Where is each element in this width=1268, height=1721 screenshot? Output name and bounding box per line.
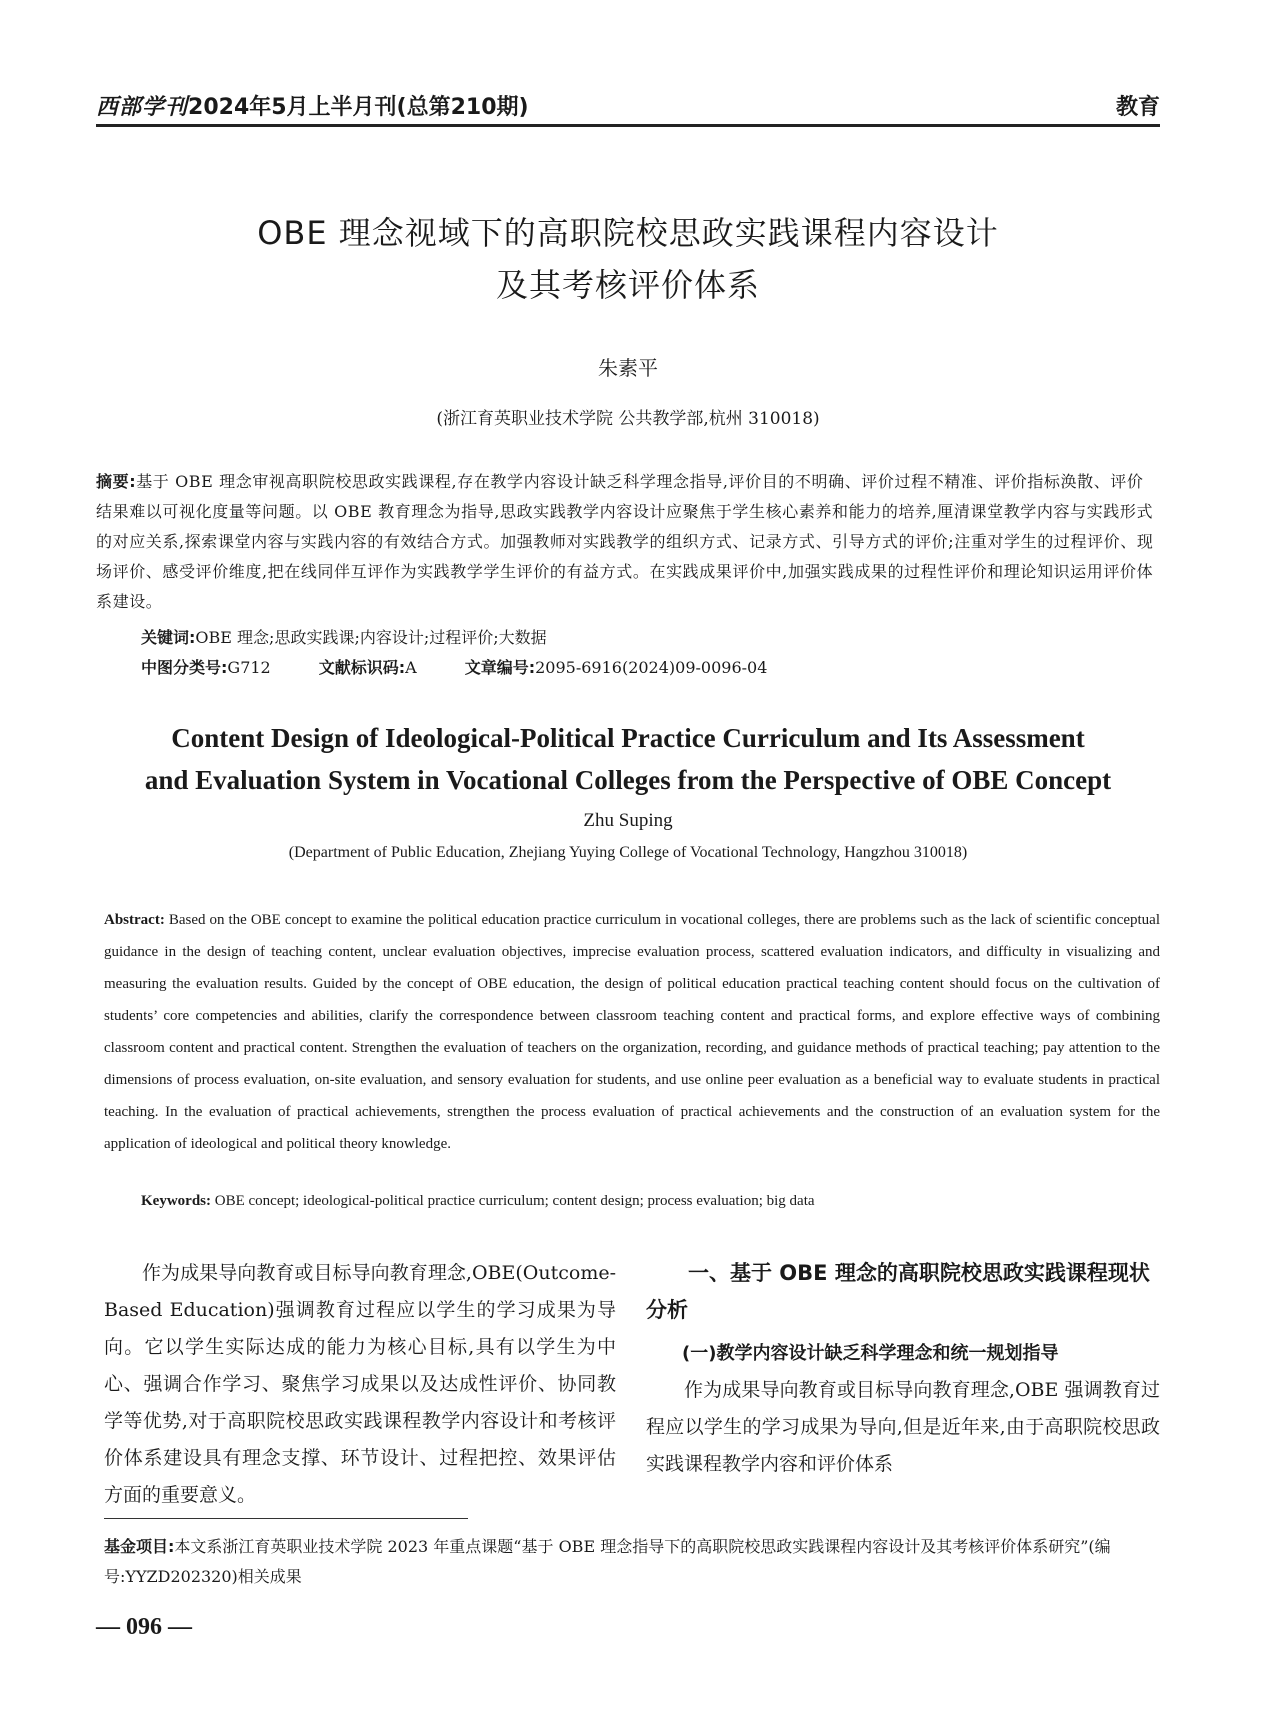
abstract-en (104, 904, 1160, 1160)
keywords-en (141, 1193, 815, 1210)
article-no-label: 文章编号: (464, 658, 536, 677)
title-cn-line1: OBE 理念视域下的高职院校思政实践课程内容设计 (257, 214, 999, 252)
header-rule (96, 124, 1160, 127)
doc-code-value: A (405, 658, 417, 677)
body-column-left (104, 1255, 616, 1514)
author-en: Zhu Suping (583, 810, 673, 831)
abstract-cn (96, 467, 1160, 617)
abstract-cn-text: 基于 OBE 理念审视高职院校思政实践课程,存在教学内容设计缺乏科学理念指导,评价目的不明确、评价过程不精准、评价指标涣散、评价结果难以可视化度量等问题。以 OBE 教育理念为指导,思政实践教学内容设计应聚焦于学生核心素养和能力的培养,厘清课堂教学内容与实践形式的对应关系,探索课堂内容与实践内容的有效结合方式。加强教师对实践教学的组织方式、记录方式、引导方式的评价;注重对学生的过程评价、现场评价、感受评价维度,把在线同伴互评作为实践教学学生评价的有益方式。在实践成果评价中,加强实践成果的过程性评价和理论知识运用评价体系建设。 (96, 472, 1154, 611)
keywords-cn-text: OBE 理念;思政实践课;内容设计;过程评价;大数据 (195, 628, 547, 647)
title-en-line2: and Evaluation System in Vocational Colleges from the Perspective of OBE Concept (144, 765, 1112, 795)
intro-paragraph: 作为成果导向教育或目标导向教育理念,OBE(Outcome-Based Education)强调教育过程应以学生的学习成果为导向。它以学生实际达成的能力为核心目标,具有以学生为中心、强调合作学习、聚焦学习成果以及达成性评价、协同教学等优势,对于高职院校思政实践课程教学内容设计和考核评价体系建设具有理念支撑、环节设计、过程把控、效果评估方面的重要意义。 (104, 1262, 616, 1506)
abstract-en-label: Abstract: (104, 912, 165, 928)
subsection-1-heading: (一)教学内容设计缺乏科学理念和统一规划指导 (682, 1343, 1059, 1364)
journal-issue (96, 90, 529, 121)
footnote-rule (104, 1518, 468, 1519)
title-cn-line2: 及其考核评价体系 (495, 266, 760, 304)
affiliation-cn: (浙江育英职业技术学院 公共教学部,杭州 310018) (436, 409, 820, 429)
clc-value: G712 (227, 658, 271, 677)
section-1-heading: 一、基于 OBE 理念的高职院校思政实践课程现状分析 (646, 1261, 1150, 1322)
page-number: — 096 — (96, 1614, 192, 1640)
funding-text: 本文系浙江育英职业技术学院 2023 年重点课题“基于 OBE 理念指导下的高职院校思政实践课程内容设计及其考核评价体系研究”(编号:YYZD202320)相关成果 (104, 1537, 1111, 1586)
issue-info: 2024年5月上半月刊(总第210期) (188, 95, 529, 120)
article-no-value: 2095-6916(2024)09-0096-04 (535, 658, 768, 677)
funding-label: 基金项目: (104, 1537, 175, 1556)
classification-line (141, 655, 767, 678)
funding-footnote (104, 1532, 1160, 1592)
affiliation-en: (Department of Public Education, Zhejiang Yuying College of Vocational Technology, Hangzhou 310018) (288, 844, 968, 861)
doc-code-label: 文献标识码: (318, 658, 406, 677)
abstract-cn-label: 摘要: (96, 472, 137, 491)
section-name: 教育 (1115, 95, 1160, 120)
running-header (96, 84, 1160, 124)
keywords-en-label: Keywords: (141, 1193, 211, 1209)
abstract-en-text: Based on the OBE concept to examine the political education practice curriculum in vocational colleges, there are problems such as the lack of scientific conceptual guidance in the design of teaching content, unclear evaluation objectives, imprecise evaluation process, scattered evaluation indicators, and difficulty in visualizing and measuring the evaluation results. Guided by the concept of OBE education, the design of political education practical teaching content should focus on the cultivation of students’ core competencies and abilities, clarify the correspondence between classroom teaching content and practical forms, and explore effective ways of combining classroom content and practical content. Strengthen the evaluation of teachers on the organization, recording, and guidance methods of practical teaching; pay attention to the dimensions of process evaluation, on-site evaluation, and sensory evaluation for students, and use online peer evaluation as a beneficial way to evaluate students in practical teaching. In the evaluation of practical achievements, strengthen the process evaluation of practical achievements and the construction of an evaluation system for the application of ideological and political theory knowledge. (104, 912, 1161, 1152)
author-cn: 朱素平 (598, 356, 658, 380)
journal-logo: 西部学刊 (96, 94, 189, 120)
keywords-cn (141, 625, 547, 648)
section-1-paragraph: 作为成果导向教育或目标导向教育理念,OBE 强调教育过程应以学生的学习成果为导向,但是近年来,由于高职院校思政实践课程教学内容和评价体系 (646, 1379, 1160, 1475)
body-column-right (646, 1255, 1160, 1483)
keywords-en-text: OBE concept; ideological-political practice curriculum; content design; process evaluation; big data (214, 1193, 815, 1209)
title-en-line1: Content Design of Ideological-Political Practice Curriculum and Its Assessment (171, 723, 1085, 753)
clc-label: 中图分类号: (141, 658, 228, 677)
keywords-cn-label: 关键词: (141, 628, 196, 647)
